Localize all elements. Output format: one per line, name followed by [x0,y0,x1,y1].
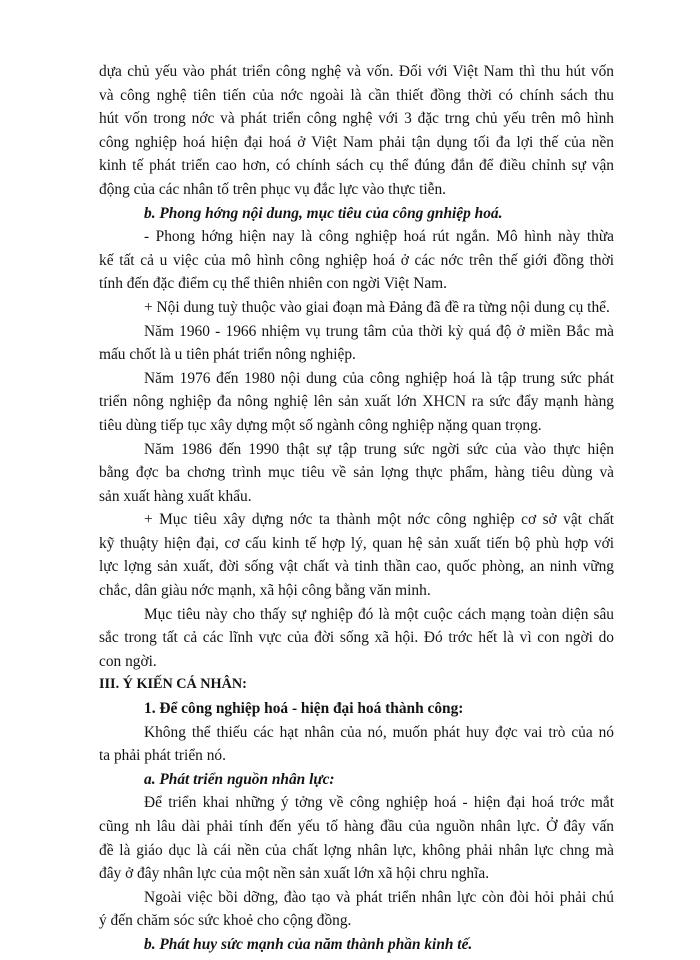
text-line: tính đến đặc điểm cụ thể thiên nhiên con ngời Việt Nam. [99,275,448,293]
text-line: mấu chốt là u tiên phát triển nông nghiệp. [99,346,356,364]
text-line: + Nội dung tuỳ thuộc vào giai đoạn mà Đảng đã đề ra từng nội dung cụ thể. [144,298,610,316]
text-line: Năm 1960 - 1966 nhiệm vụ trung tâm của thời kỳ quá độ ở miền Bắc mà [144,322,614,340]
text-line: đề là giáo dục là cái nền của chất lợng nhân lực, không phải nhân lực chng mà [99,841,614,859]
text-line: chắc, dân giàu nớc mạnh, xã hội công bằng văn minh. [99,582,431,600]
text-line: hút vốn trong nớc và phát triển công nghệ với 3 đặc trng chủ yếu trên mô hình [99,110,614,128]
text-line: dựa chủ yếu vào phát triển công nghệ và vốn. Đối với Việt Nam thì thu hút vốn [99,63,614,80]
text-line: cũng nh lâu dài phải tính đến yếu tố hàng đầu của nguồn nhân lực. Ở đây vấn [99,818,614,835]
text-line: Năm 1986 đến 1990 thật sự tập trung sức ngời sức của vào thực hiện [144,440,614,458]
subsection-heading-b: b. Phát huy sức mạnh của năm thành phần kinh tế. [144,935,473,953]
text-line: kế tất cả u việc của mô hình công nghiệp hoá ở các nớc trên thế giới đồng thời [99,251,614,269]
text-line: bằng đợc ba chơng trình mục tiêu về sản lợng thực phẩm, hàng tiêu dùng và [99,464,614,482]
text-line: triển nông nghiệp đa nông nghiệ lên sản xuất lớn XHCN ra sức đẩy mạnh hàng [99,393,614,411]
text-line: Không thể thiếu các hạt nhân của nó, muốn phát huy đợc vai trò của nó [144,723,614,741]
subsection-heading-1: 1. Để công nghiệp hoá - hiện đại hoá thành công: [144,700,464,718]
text-line: con ngời. [99,652,157,670]
text-line: + Mục tiêu xây dựng nớc ta thành một nớc công nghiệp cơ sở vật chất [144,511,614,529]
text-line: đây ở đây nhân lực của một nền sản xuất lớn xã hội chru nghĩa. [99,865,490,883]
text-line: kỹ thuậty hiện đại, cơ cấu kinh tế hợp lý, quan hệ sản xuất tiến bộ phù hợp với [99,534,614,552]
text-line: động của các nhân tố trên phục vụ đắc lực vào thực tiễn. [99,180,447,198]
section-heading-iii: III. Ý KIẾN CÁ NHÂN: [99,676,247,693]
text-line: và công nghệ tiên tiến của nớc ngoài là cần thiết đồng thời có chính sách thu [99,86,614,104]
text-line: tiêu dùng tiếp tục xây dựng một số ngành công nghiệp nặng quan trọng. [99,416,542,434]
text-line: Ngoài việc bồi dỡng, đào tạo và phát triển nhân lực còn đòi hỏi phải chú [144,888,614,906]
text-line: lực lợng sản xuất, đời sống vật chất và tinh thần cao, quốc phòng, an ninh vững [99,558,614,576]
text-line: Năm 1976 đến 1980 nội dung của công nghiệp hoá là tập trung sức phát [144,369,614,387]
text-line: sắc trong tất cả các lĩnh vực của đời sống xã hội. Đó trớc hết là vì con ngời do [99,629,614,647]
text-line: ta phải phát triển nó. [99,747,226,765]
text-line: kinh tế phát triển cao hơn, có chính sách cụ thể đúng đắn để điều chỉnh sự vận [99,157,614,175]
text-line: sản xuất hàng xuất khẩu. [99,487,252,505]
text-line: Mục tiêu này cho thấy sự nghiệp đó là một cuộc cách mạng toàn diện sâu [144,605,614,623]
text-line: - Phong hớng hiện nay là công nghiệp hoá rút ngắn. Mô hình này thừa [144,228,614,246]
text-line: công nghiệp hoá hiện đại hoá ở Việt Nam phải tận dụng tối đa lợi thế của nền [99,133,614,151]
text-line: ý đến chăm sóc sức khoẻ cho cộng đồng. [99,912,352,930]
text-line: Để triển khai những ý tởng về công nghiệp hoá - hiện đại hoá trớc mắt [144,794,614,812]
subsection-heading-a: a. Phát triển nguồn nhân lực: [144,770,335,788]
section-heading-b: b. Phong hớng nội dung, mục tiêu của công gnhiệp hoá. [144,204,503,222]
